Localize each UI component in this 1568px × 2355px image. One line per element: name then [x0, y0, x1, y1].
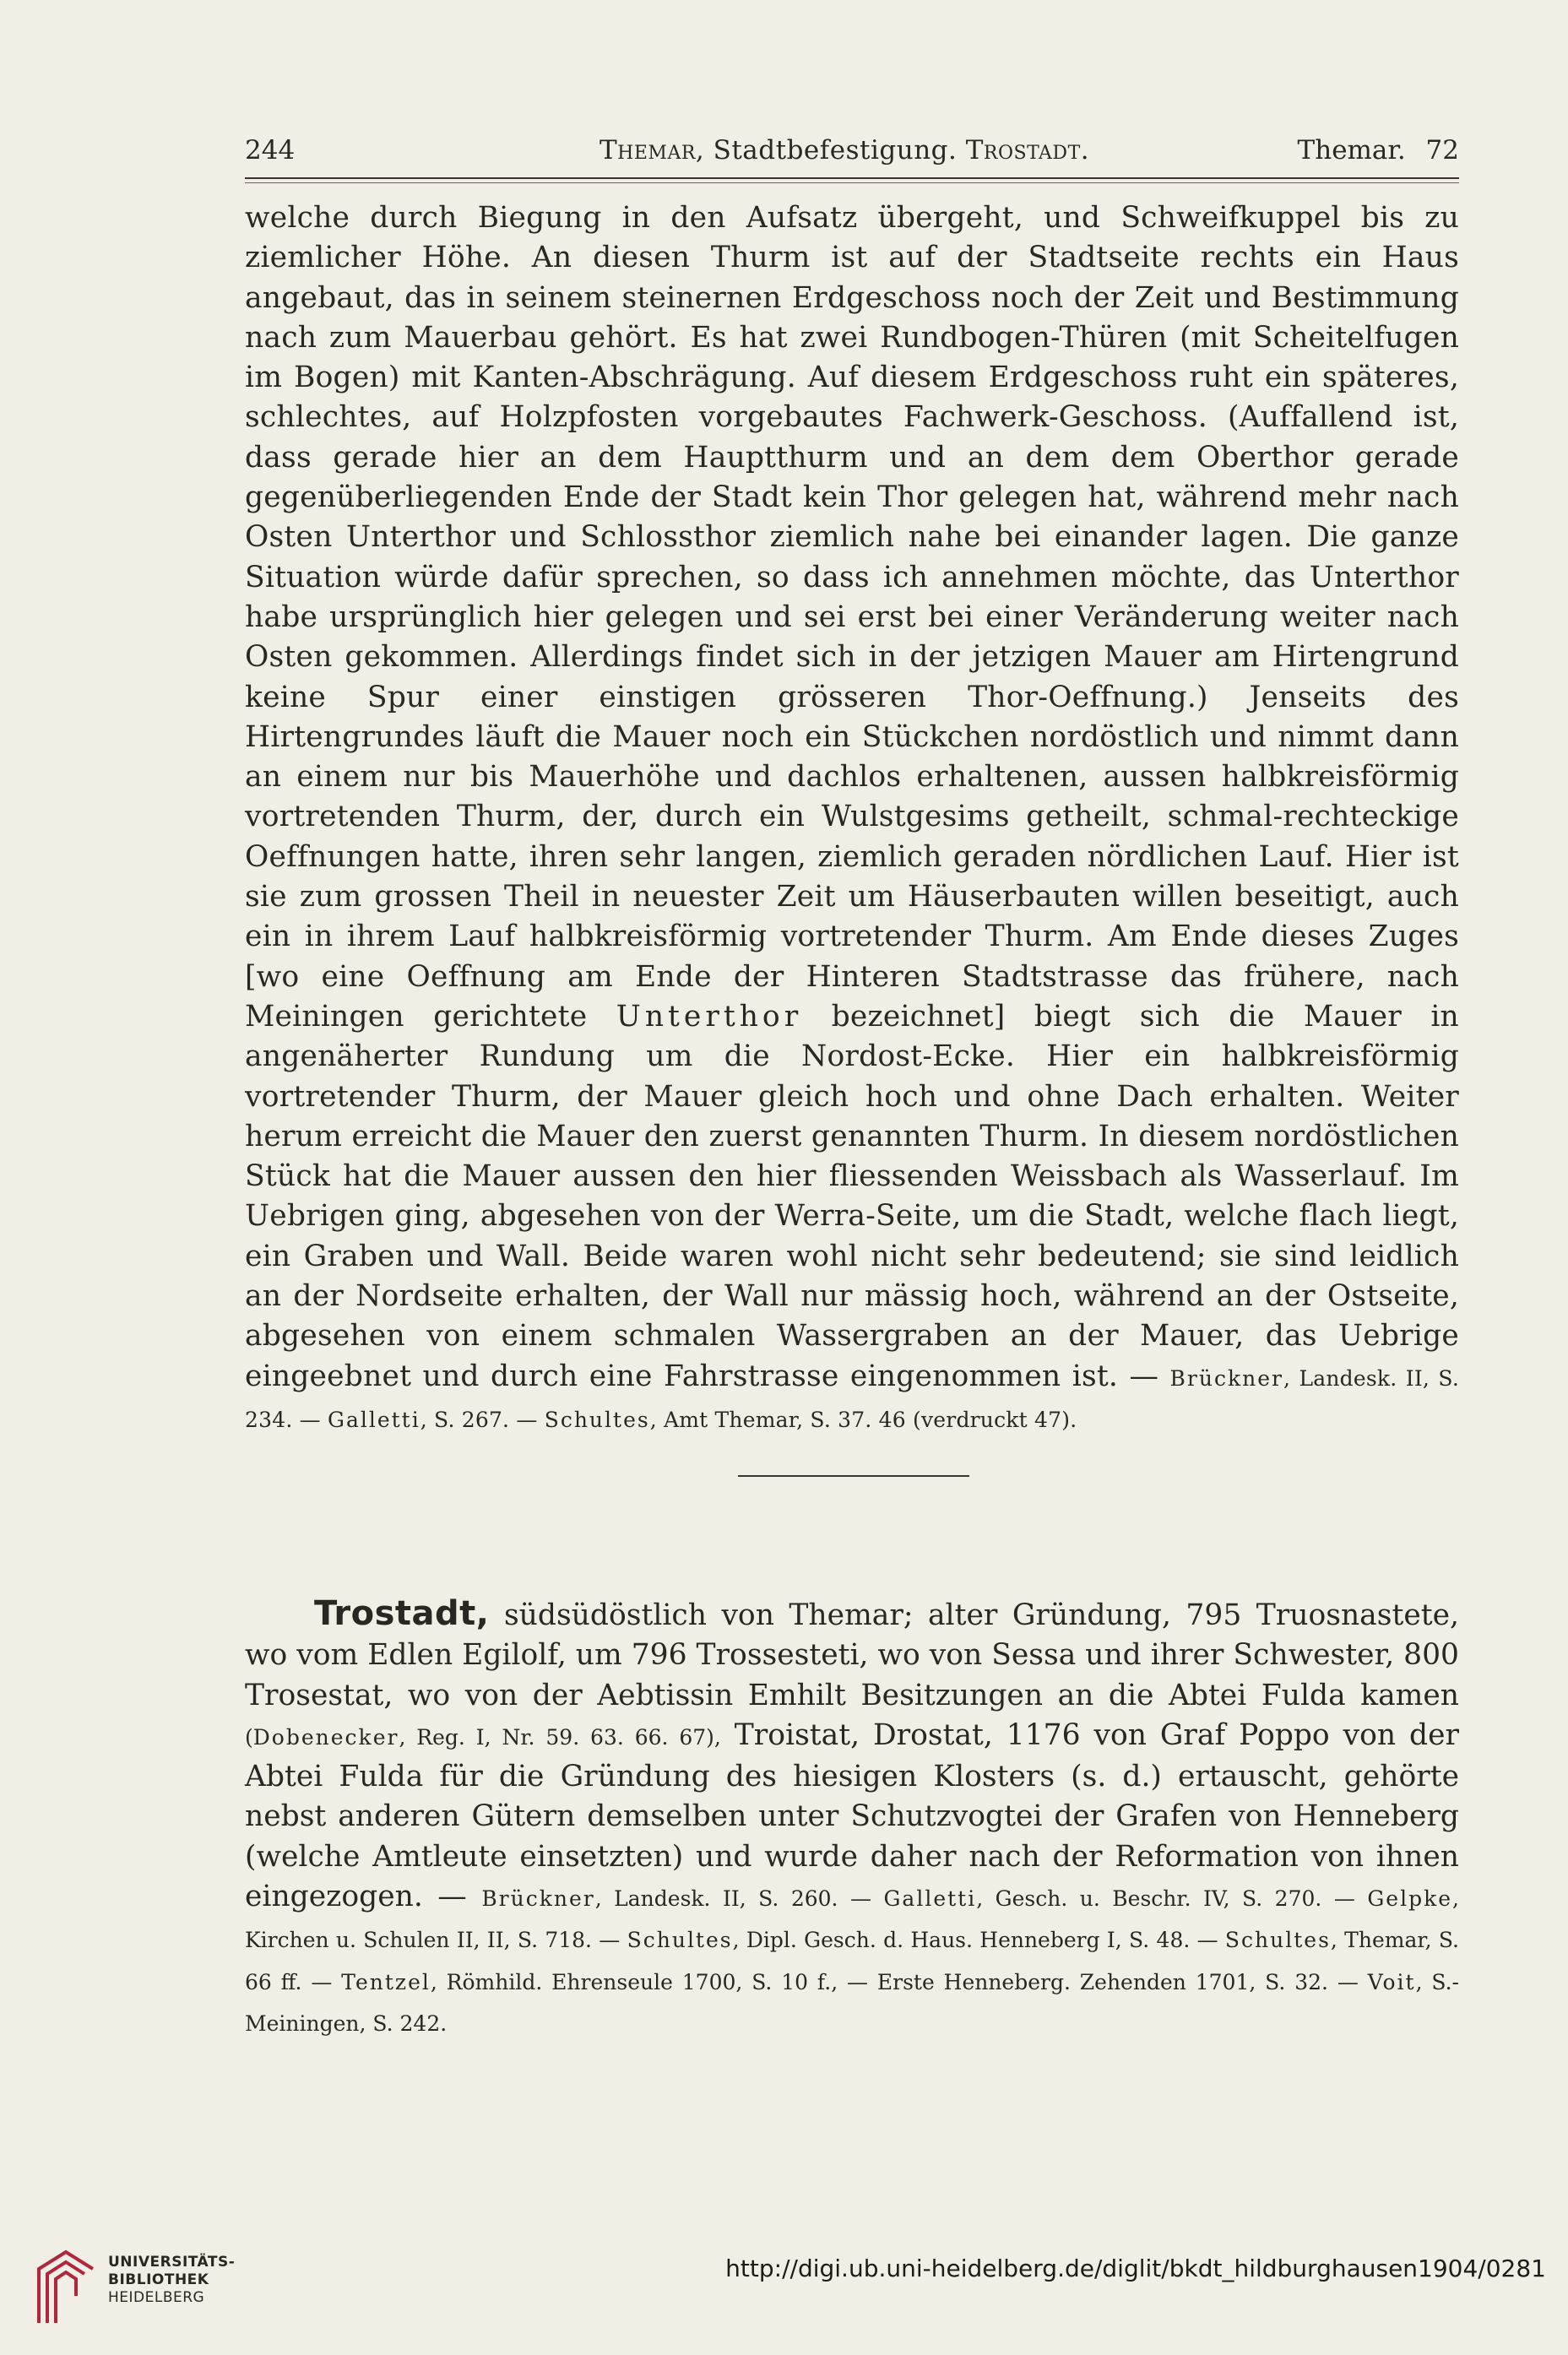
library-name-line: BIBLIOTHEK — [108, 2271, 209, 2288]
reference-author: Brückner — [481, 1886, 595, 1912]
running-title — [600, 135, 1089, 166]
reference-text: , Reg. I, Nr. 59. 63. 66. 67), — [399, 1724, 721, 1750]
running-title-place: Themar — [600, 135, 696, 166]
spaced-term: Unterthor — [616, 999, 803, 1034]
reference-text: , Dipl. Gesch. d. Haus. Henneberg I, S. 48. — — [732, 1928, 1225, 1953]
reference-text: , Kirchen u. Schulen II, II, S. 718. — — [245, 1886, 1459, 1953]
entry-text: südsüdöstlich von Themar; alter Gründung, 795 Truosnastete, wo vom Edlen Egilolf, um 796 Trossesteti, wo von Sessa und ihrer Schwester, 800 Trosestat, wo von der Aebtissin Emhilt Besitzungen an die Abtei Fulda kamen — [245, 1598, 1459, 1712]
paragraph-text: welche durch Biegung in den Aufsatz übergeht, und Schweifkuppel bis zu ziemlicher Höhe. An diesen Thurm ist auf der Stadtseite rechts ein Haus angebaut, das in seinem steinernen Erdgeschoss noch der Zeit und Bestimmung nach zum Mauerbau gehört. Es hat zwei Rundbogen-Thüren (mit Scheitelfugen im Bogen) mit Kanten-Abschrägung. Auf diesem Erdgeschoss ruht ein späteres, schlechtes, auf Holzpfosten vorgebautes Fachwerk-Geschoss. (Auffallend ist, dass gerade hier an dem Hauptthurm und an dem dem Oberthor gerade gegenüberliegenden Ende der Stadt kein Thor gelegen hat, während mehr nach Osten Unterthor und Schlossthor ziemlich nahe bei einander lagen. Die ganze Situation würde dafür sprechen, so dass ich annehmen möchte, das Unterthor habe ursprünglich hier gelegen und sei erst bei einer Veränderung weiter nach Osten gekommen. Allerdings findet sich in der jetzigen Mauer am Hirtengrund keine Spur einer einstigen grösseren Thor-Oeffnung.) Jenseits des Hirtengrundes läuft die Mauer noch ein Stückchen nordöstlich und nimmt dann an einem nur bis Mauerhöhe und dachlos erhaltenen, aussen halbkreisförmig vortretenden Thurm, der, durch ein Wulstgesims getheilt, schmal-rechteckige Oeffnungen hatte, ihren sehr langen, ziemlich geraden nördlichen Lauf. Hier ist sie zum grossen Theil in neuester Zeit um Häuserbauten willen beseitigt, auch ein in ihrem Lauf halbkreisförmig vortretender Thurm. Am Ende dieses Zuges [wo eine Oeffnung am Ende der Hinteren Stadtstrasse das frühere, nach Meiningen gerichtete — [245, 201, 1459, 1034]
header-section-number: 72 — [1425, 135, 1459, 166]
reference-text: , Römhild. Ehrenseule 1700, S. 10 f., — Erste Henneberg. Zehenden 1701, S. 32. — — [430, 1969, 1368, 1994]
reference-author: Tentzel — [341, 1969, 431, 1994]
reference-author: Galletti — [327, 1407, 420, 1432]
running-title-next-place: Trostadt. — [965, 135, 1090, 166]
library-name — [108, 2254, 235, 2307]
paragraph-text-continued: bezeichnet] biegt sich die Mauer in angenäherter Rundung um die Nordost-Ecke. Hier ein halbkreisförmig vortretender Thurm, der Mauer gleich hoch und ohne Dach erhalten. Weiter herum erreicht die Mauer den zuerst genannten Thurm. In diesem nordöstlichen Stück hat die Mauer aussen den hier fliessenden Weissbach als Wasserlauf. Im Uebrigen ging, abgesehen von der Werra-Seite, um die Stadt, welche flach liegt, ein Graben und Wall. Beide waren wohl nicht sehr bedeutend; sie sind leidlich an der Nordseite erhalten, der Wall nur mässig hoch, während an der Ostseite, abgesehen von einem schmalen Wassergraben an der Mauer, das Uebrige eingeebnet und durch eine Fahrstrasse eingenommen ist. — — [245, 999, 1459, 1393]
entry-paragraph — [245, 1594, 1459, 2043]
library-logo-icon — [32, 2245, 100, 2330]
body-paragraph — [245, 198, 1459, 1440]
reference-author: Schultes — [544, 1407, 650, 1432]
reference-author: Schultes — [627, 1928, 733, 1953]
continued-paragraph — [245, 198, 1459, 1440]
header-rule — [245, 177, 1459, 179]
reference-author: Galletti — [883, 1886, 977, 1912]
reference-text: , Themar, S. 66 ff. — — [245, 1928, 1460, 1994]
header-rule-thin — [245, 182, 1459, 183]
reference-text: , S. 267. — — [420, 1407, 545, 1432]
reference-author: Gelpke — [1367, 1886, 1453, 1912]
reference-author: Brückner — [1169, 1365, 1283, 1391]
reference-author: Voit — [1367, 1969, 1416, 1994]
reference-text: , S.-Meiningen, S. 242. — [245, 1969, 1460, 2036]
running-header-right — [1298, 135, 1459, 166]
reference-text: , Amt Themar, S. 37. 46 (verdruckt 47). — [649, 1407, 1077, 1432]
entry-text-continued: Troistat, Drostat, 1176 von Graf Poppo von der Abtei Fulda für die Gründung des hiesigen Klosters (s. d.) ertauscht, gehörte nebst anderen Gütern demselben unter Schutzvogtei der Grafen von Henneberg (welche Amtleute einsetzten) und wurde daher nach der Reformation von ihnen eingezogen. — — [245, 1717, 1459, 1914]
reference-text: , Landesk. II, S. 260. — — [594, 1886, 884, 1912]
running-title-topic: , Stadtbefestigung. — [695, 135, 966, 166]
library-name-line: HEIDELBERG — [108, 2289, 205, 2306]
reference-text: , Gesch. u. Beschr. IV, S. 270. — — [976, 1886, 1368, 1912]
entry-trostadt — [245, 1594, 1459, 2043]
running-header — [245, 135, 1459, 177]
reference-author: Dobenecker — [252, 1724, 399, 1750]
entry-headword: Trostadt, — [314, 1594, 490, 1633]
permalink-url[interactable]: http://digi.ub.uni-heidelberg.de/diglit/bkdt_hildburghausen1904/0281 — [725, 2255, 1546, 2282]
citation-open: ( — [245, 1724, 253, 1750]
header-place: Themar. — [1297, 135, 1406, 166]
library-name-line: UNIVERSITÄTS- — [108, 2254, 236, 2271]
reference-text: , Landesk. II, S. 234. — — [245, 1365, 1459, 1432]
section-separator — [738, 1475, 969, 1477]
reference-author: Schultes — [1224, 1928, 1331, 1953]
page-number: 244 — [245, 135, 296, 166]
